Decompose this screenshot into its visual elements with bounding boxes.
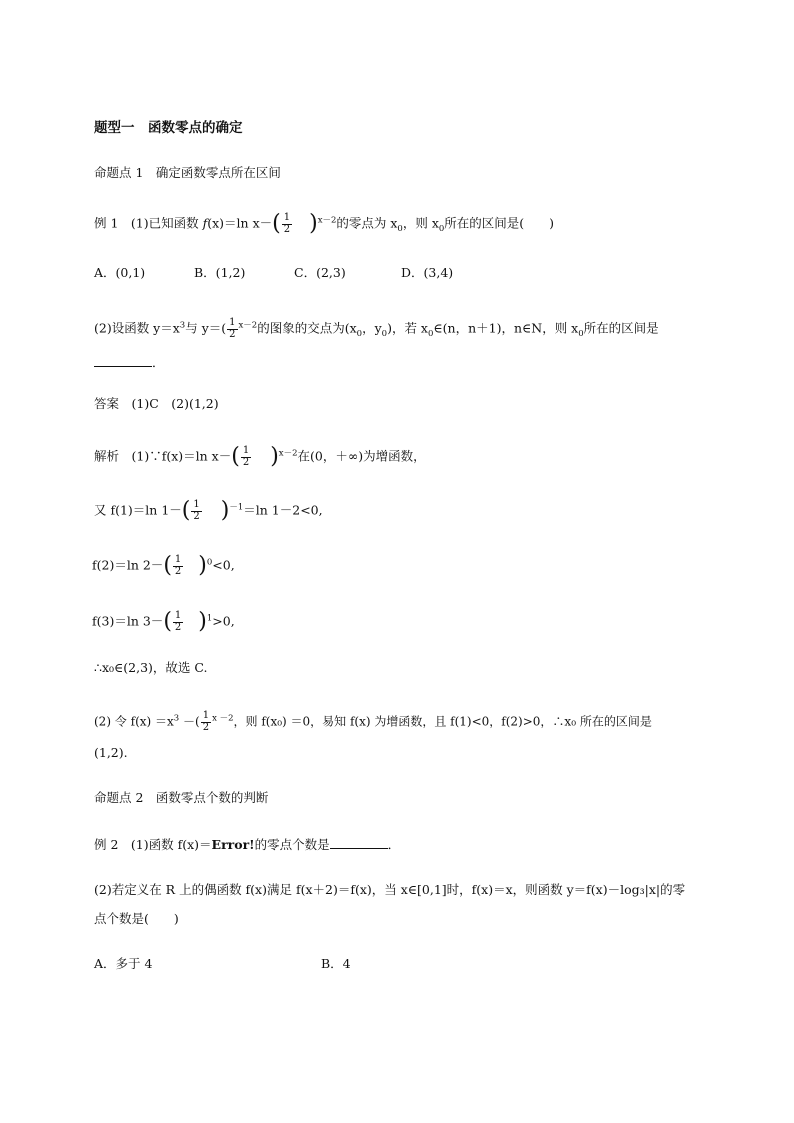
period: ． [152,355,165,370]
fraction: $\frac{1}{2}$ [242,445,250,468]
right-paren: ) [198,609,207,634]
part: (2)设函数 y＝x [94,320,180,336]
text: f(3)＝ln 3－ [92,613,164,629]
text: 又 f(1)＝ln 1－ [94,502,182,518]
solution-line-2 [94,500,323,522]
ex1-f: f [202,215,208,231]
example2-part2-cont: 点个数是( ) [94,911,179,926]
fraction: $\frac{1}{2}$ [174,554,182,577]
fraction: $\frac{1}{2}$ [174,610,182,633]
answer-blank[interactable] [330,838,388,849]
answer: 答案 (1)C (2)(1,2) [94,396,219,411]
right-paren: ) [270,444,279,469]
part: ∈(n，n＋1)，n∈N，则 x [433,320,579,336]
text: <0, [212,557,235,573]
option-a: A．多于 4 [94,956,153,971]
sup: 0 [206,557,213,568]
point2-title: 命题点 2 函数零点个数的判断 [94,790,269,805]
solution-line-4 [92,611,235,633]
ex1-tail: 的零点为 x [336,215,398,231]
part: 所在的区间是 [583,320,659,336]
ex1-label: 例 1 (1)已知函数 [94,215,203,231]
part: 的图象的交点为(x [257,320,357,336]
fraction: $\frac{1}{2}$ [202,710,210,733]
part: 与 y＝( [185,320,227,336]
fraction: $\frac{1}{2}$ [229,317,236,340]
right-paren: ) [198,553,207,578]
option-d: D．(3,4) [401,265,454,280]
option-a: A．(0,1) [94,265,146,280]
text: －( [179,714,200,729]
part: )，若 x [387,320,428,336]
solution-line-3 [92,555,235,577]
sub: 0 [381,329,388,339]
sup: 3 [179,320,186,331]
answer-blank-line [94,356,165,370]
text: ，则 f(x₀) ＝0，易知 f(x) 为增函数，且 f(1)<0，f(2)>0，∴x₀ 所在的区间是 [233,714,652,729]
solution-line-5: ∴x₀∈(2,3)，故选 C. [94,660,208,675]
example1-question [94,213,554,235]
option-b: B．4 [321,956,351,971]
text: 在(0，＋∞)为增函数， [297,448,426,464]
sup: x －2 [212,713,234,724]
sub: 0 [438,224,445,234]
sub: 0 [397,224,403,234]
solution-line-6 [94,711,652,733]
options2 [94,958,351,971]
options1 [94,267,453,280]
ex1-exp: x－2 [317,215,337,226]
left-paren: ( [163,553,172,578]
example1-part2 [94,318,659,340]
ex1-mid: (x)＝ln x－ [207,215,273,231]
text: 的零点个数是 [254,837,330,852]
left-paren: ( [163,609,172,634]
text: f(2)＝ln 2－ [92,557,164,573]
right-paren: ) [309,211,318,236]
option-b: B．(1,2) [194,265,246,280]
sub: 0 [356,329,363,339]
text: 解析 (1)∵f(x)＝ln x－ [94,448,232,464]
sup: －1 [229,502,244,513]
solution-line-1 [94,446,426,468]
left-paren: ( [231,444,240,469]
left-paren: ( [181,498,191,523]
example2-part2: (2)若定义在 R 上的偶函数 f(x)满足 f(x＋2)＝f(x)，当 x∈[0,1]时，f(x)＝x，则函数 y＝f(x)－log₃|x|的零 [94,882,686,897]
fraction: $\frac{1}{2}$ [283,212,291,235]
period: ． [387,837,401,852]
option-c: C．(2,3) [294,265,346,280]
ex1-tail3: 所在的区间是( ) [444,215,555,231]
sup: x－2 [278,448,298,459]
part: ，y [362,320,382,336]
sub: 0 [578,329,584,339]
fraction: $\frac{1}{2}$ [193,499,200,522]
sup: x－2 [238,320,258,331]
text: (2) 令 f(x) ＝x [94,714,174,729]
text: >0, [212,613,235,629]
right-paren: ) [220,498,230,523]
left-paren: ( [272,211,281,236]
ex1-tail2: ，则 x [402,215,439,231]
sup: 1 [206,613,213,624]
sup: 3 [173,713,180,724]
text: 例 2 (1)函数 f(x)＝ [94,837,212,852]
example2-question [94,838,400,852]
text: ＝ln 1－2<0, [243,502,323,518]
point1-title: 命题点 1 确定函数零点所在区间 [94,165,281,180]
error-text: Error! [211,837,255,852]
solution-line-7: (1,2). [94,745,128,760]
answer-blank[interactable] [94,356,152,367]
sub: 0 [427,329,434,339]
section-title: 题型一 函数零点的确定 [94,120,243,136]
